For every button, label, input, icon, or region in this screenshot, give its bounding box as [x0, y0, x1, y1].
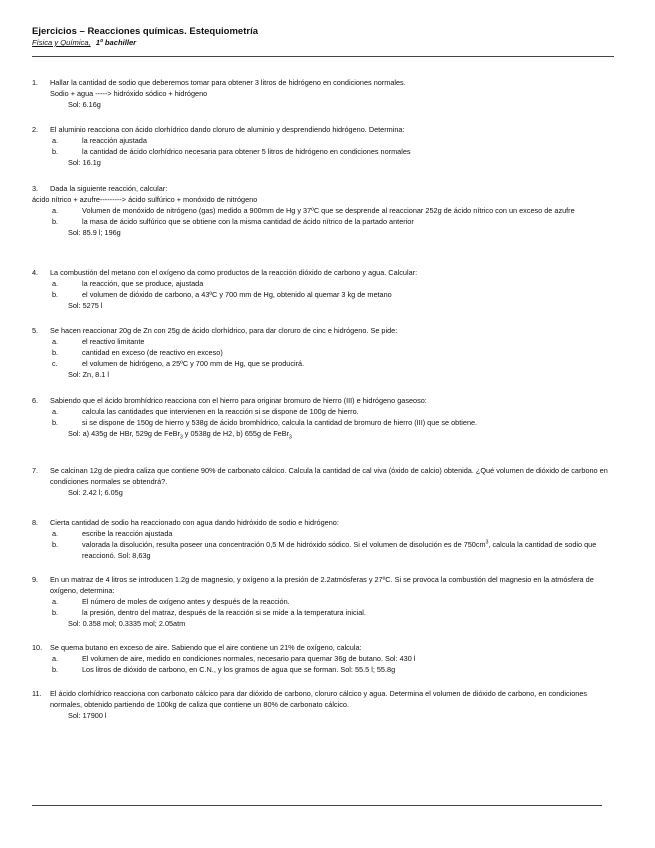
item-label: b.: [52, 347, 59, 357]
item-text: calcula las cantidades que intervienen en la reacción si se dispone de 100g de hierro.: [82, 406, 359, 416]
exercise-reaction: Sodio + agua -----> hidróxido sódico + hidrógeno: [50, 88, 208, 98]
exercise-statement: La combustión del metano con el oxígeno da como productos de la reacción dióxido de carbono y agua. Calcular:: [50, 268, 418, 277]
item-label: b.: [52, 216, 59, 226]
solution-text: y 0538g de H2, b) 655g de FeBr: [182, 428, 290, 438]
sub-item: [32, 279, 610, 290]
exercise-statement: En un matraz de 4 litros se introducen 1.2g de magnesio, y oxígeno a la presión de 2.2atmósferas y 27ºC. Si se provoca la combustión del magnesio en la atmósfera de oxígeno, determina:: [50, 575, 594, 595]
item-label: b.: [52, 664, 59, 674]
exercise-number: 3.: [32, 184, 39, 193]
solution: Sol: 5275 l: [68, 300, 103, 310]
subject-label: Física y Química,: [32, 38, 91, 47]
exercise-number: 4.: [32, 268, 39, 277]
solution: Sol: 85.9 l; 196g: [68, 227, 121, 237]
item-label: b.: [52, 607, 59, 617]
exercise-statement: El ácido clorhídrico reacciona con carbonato cálcico para dar dióxido de carbono, cloruro cálcico y agua. Determina el volumen de dióxido de carbono, en condiciones normales, obtenido partiendo de 100kg de caliza que contiene un 80% de carbonato cálcico.: [50, 689, 588, 709]
sub-item: [32, 654, 610, 665]
subscript: 3: [179, 434, 183, 441]
item-label: c.: [52, 358, 58, 368]
exercise-number: 10.: [32, 643, 43, 652]
item-text: la presión, dentro del matraz, después de la reacción si se mide a la temperatura inicial.: [82, 607, 366, 617]
exercise-7: [32, 466, 610, 499]
item-label: a.: [52, 135, 59, 145]
exercise-9: [32, 575, 610, 630]
item-text: el volumen de hidrógeno, a 25ºC y 700 mm de Hg, que se producirá.: [82, 358, 305, 368]
sub-item: [32, 337, 610, 348]
exercise-2: [32, 125, 610, 169]
item-label: a.: [52, 653, 59, 663]
solution: Sol: 2.42 l; 6.05g: [68, 487, 123, 497]
item-label: a.: [52, 205, 59, 215]
exercise-number: 5.: [32, 326, 39, 335]
sub-item: [32, 290, 610, 301]
item-text: El volumen de aire, medido en condiciones normales, necesario para quemar 36g de butano. Sol: 430 l: [82, 653, 416, 663]
item-text: escribe la reacción ajustada: [82, 528, 173, 538]
item-label: a.: [52, 528, 59, 538]
item-text: la masa de ácido sulfúrico que se obtiene con la misma cantidad de ácido nítrico de la partado anterior: [82, 216, 414, 226]
sub-item: [32, 529, 610, 540]
sub-item: [32, 136, 610, 147]
sub-item: [32, 665, 610, 676]
subscript: 3: [289, 434, 292, 441]
sub-item: [32, 418, 610, 429]
exercise-reaction: ácido nítrico + azufre---------> ácido sulfúrico + monóxido de nitrógeno: [32, 194, 258, 204]
exercise-1: [32, 78, 610, 111]
solution: Sol: 6.16g: [68, 99, 101, 109]
item-text: El número de moles de oxígeno antes y después de la reacción.: [82, 596, 290, 606]
item-text: si se dispone de 150g de hierro y 538g de ácido bromhídrico, calcula la cantidad de bromuro de hierro (III) que se obtiene.: [82, 417, 478, 427]
solution: Sol: 16.1g: [68, 157, 101, 167]
exercise-number: 11.: [32, 689, 42, 698]
exercise-11: [32, 689, 610, 722]
item-label: a.: [52, 336, 59, 346]
exercise-statement: El aluminio reacciona con ácido clorhídrico dando cloruro de aluminio y desprendiendo hidrógeno. Determina:: [50, 125, 405, 134]
item-label: a.: [52, 406, 59, 416]
item-text: el volumen de dióxido de carbono, a 43ºC y 700 mm de Hg, obtenido al quemar 3 kg de metano: [82, 289, 392, 299]
superscript: 3: [485, 539, 489, 546]
item-label: a.: [52, 596, 59, 606]
exercise-8: [32, 518, 610, 562]
exercise-number: 1.: [32, 78, 39, 87]
document-title: Ejercicios – Reacciones químicas. Estequiometría: [32, 26, 258, 37]
exercise-4: [32, 268, 610, 312]
exercise-number: 2.: [32, 125, 39, 134]
sub-item: [32, 407, 610, 418]
exercise-statement: Dada la siguiente reacción, calcular:: [50, 184, 168, 193]
item-label: b.: [52, 539, 59, 549]
sub-item: [32, 359, 610, 370]
course-label: 1º bachiller: [95, 38, 137, 47]
exercise-statement: Se quema butano en exceso de aire. Sabiendo que el aire contiene un 21% de oxígeno, calcula:: [50, 643, 362, 652]
exercise-statement: Cierta cantidad de sodio ha reaccionado con agua dando hidróxido de sodio e hidrógeno:: [50, 518, 339, 527]
solution: [68, 429, 610, 440]
item-text: cantidad en exceso (de reactivo en exceso): [82, 347, 223, 357]
footer-divider: [32, 805, 602, 806]
exercise-statement: Hallar la cantidad de sodio que deberemos tomar para obtener 3 litros de hidrógeno en condiciones normales.: [50, 78, 406, 87]
solution: Sol: 17900 l: [68, 710, 107, 720]
item-label: b.: [52, 417, 59, 427]
item-label: b.: [52, 289, 59, 299]
item-label: b.: [52, 146, 59, 156]
exercise-number: 7.: [32, 466, 39, 475]
exercise-statement: Sabiendo que el ácido bromhídrico reacciona con el hierro para originar bromuro de hierro (III) e hidrógeno gaseoso:: [50, 396, 427, 405]
exercise-statement: Se hacen reaccionar 20g de Zn con 25g de ácido clorhídrico, para dar cloruro de cinc e hidrógeno. Se pide:: [50, 326, 398, 335]
item-text: la reacción, que se produce, ajustada: [82, 278, 204, 288]
item-text: la cantidad de ácido clorhídrico necesaria para obtener 5 litros de hidrógeno en condiciones normales: [82, 146, 411, 156]
sub-item: [32, 217, 610, 228]
exercise-5: [32, 326, 610, 381]
exercise-number: 6.: [32, 396, 39, 405]
solution-text: Sol: a) 435g de HBr, 529g de FeBr: [68, 428, 180, 438]
document-header: [32, 26, 612, 47]
sub-item: [32, 147, 610, 158]
exercise-statement: Se calcinan 12g de piedra caliza que contiene 90% de carbonato cálcico. Calcula la cantidad de cal viva (óxido de calcio) obtenida. ¿Qué volumen de dióxido de carbono en condiciones normales se obtendrá?.: [50, 466, 608, 486]
exercise-10: [32, 643, 610, 676]
sub-item: [32, 608, 610, 619]
item-label: a.: [52, 278, 59, 288]
sub-item: [32, 597, 610, 608]
sub-item: [32, 348, 610, 359]
item-text: el reactivo limitante: [82, 336, 145, 346]
header-divider: [32, 56, 614, 57]
sub-item: [32, 540, 610, 562]
sub-item: [32, 206, 610, 217]
item-text-part: valorada la disolución, resulta poseer una concentración 0,5 M de hidróxido sódico. Si el volumen de disolución es de 750cm: [82, 539, 486, 549]
exercise-3: [32, 184, 610, 239]
item-text: la reacción ajustada: [82, 135, 147, 145]
item-text-part: , calcula la cantidad de sodio que reaccionó. Sol: 8,63g: [82, 539, 597, 560]
exercise-number: 9.: [32, 575, 39, 584]
item-text: [82, 540, 610, 562]
exercise-6: [32, 396, 610, 440]
document-subtitle: [32, 38, 612, 47]
item-text: Volumen de monóxido de nitrógeno (gas) medido a 900mm de Hg y 37ºC que se desprende al reaccionar 252g de ácido nítrico con un exceso de azufre: [82, 205, 575, 215]
exercise-number: 8.: [32, 518, 39, 527]
solution: Sol: 0.358 mol; 0.3335 mol; 2.05atm: [68, 618, 186, 628]
solution: Sol: Zn, 8.1 l: [68, 369, 109, 379]
item-text: Los litros de dióxido de carbono, en C.N., y los gramos de agua que se forman. Sol: 55.5 l; 55.8g: [82, 664, 396, 674]
